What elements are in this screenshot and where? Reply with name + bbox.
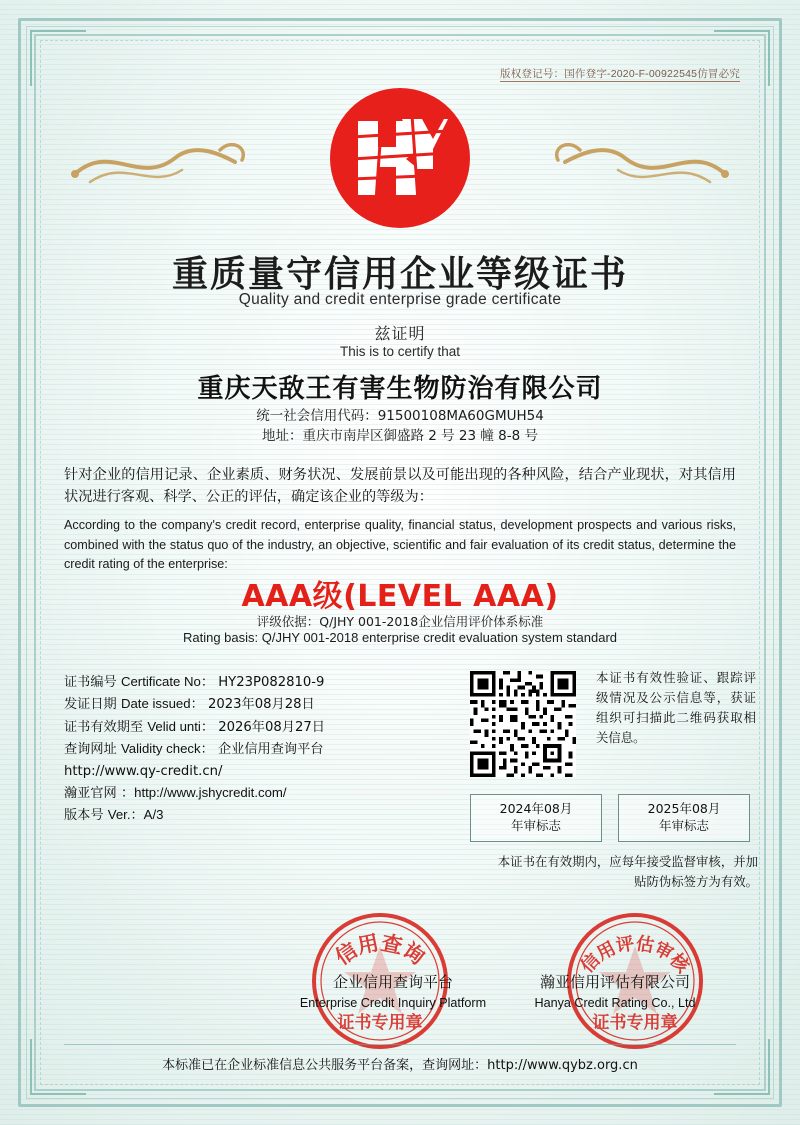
- logo-circle-icon: [330, 88, 470, 228]
- logo: [50, 88, 750, 228]
- validity-check-url[interactable]: http://www.qy-credit.cn/: [64, 763, 223, 779]
- annual-mark-2024: [470, 794, 602, 842]
- qr-note: 本证书有效性验证、跟踪评级情况及公示信息等，获证组织可扫描此二维码获取相关信息。: [596, 670, 756, 745]
- detail-label-zh: 发证日期: [64, 697, 117, 713]
- footer-divider: [64, 1044, 736, 1045]
- detail-label-zh: 证书有效期至: [64, 719, 144, 735]
- detail-row: [64, 716, 424, 738]
- issuer-left: [278, 971, 508, 1012]
- company-name: 重庆天敌王有害生物防治有限公司: [197, 374, 603, 404]
- copyright-text: 版权登记号：国作登字-2020-F-00922545仿冒必究: [500, 68, 740, 80]
- svg-text:证书专用章: 证书专用章: [592, 1013, 678, 1033]
- detail-row: [64, 671, 424, 693]
- annual-mark-label: 年审标志: [658, 818, 709, 833]
- issuer-left-name-zh: 企业信用查询平台: [332, 973, 453, 991]
- detail-label-zh: 证书编号: [64, 675, 117, 690]
- evaluation-paragraph-en: According to the company's credit record, enterprise quality, financial status, development prospects and various risks, combined with the status quo of the industry, an objective, scientific and fair evaluation of its credit status, determine the credit rating of the enterprise:: [64, 518, 736, 572]
- svg-text:信用评估审核: 信用评估审核: [576, 933, 694, 978]
- detail-label-zh: 查询网址: [64, 742, 117, 758]
- detail-value: 2026年08月27日: [218, 719, 325, 735]
- issuer-right: [500, 971, 730, 1012]
- version-label-zh: 版本号: [64, 808, 104, 824]
- certify-label-zh: 兹证明: [374, 324, 426, 343]
- version-value: Ver.：A/3: [107, 807, 164, 823]
- annual-mark-year: 2025年08月: [647, 801, 721, 817]
- credit-level: AAA级(LEVEL AAA): [241, 579, 559, 614]
- detail-label-en: Validity check：: [120, 741, 214, 757]
- page-title-zh: 重质量守信用企业等级证书: [171, 254, 628, 295]
- hy-monogram-icon: [352, 115, 448, 201]
- issuer-right-name-en: Hanya Credit Rating Co., Ltd: [534, 995, 696, 1010]
- issuer-right-name-zh: 瀚亚信用评估有限公司: [539, 973, 690, 991]
- detail-value: 企业信用查询平台: [218, 742, 324, 758]
- detail-row: [64, 738, 424, 760]
- annual-mark-2025: [618, 794, 750, 842]
- svg-text:信用查询: 信用查询: [330, 930, 430, 970]
- annual-review-marks: [470, 794, 758, 842]
- rating-basis-en: Rating basis: Q/JHY 001-2018 enterprise credit evaluation system standard: [182, 630, 618, 645]
- rating-basis-zh: 评级依据：Q/JHY 001-2018企业信用评价体系标准: [256, 614, 544, 629]
- detail-row-official-site: [64, 782, 424, 804]
- detail-value: HY23P082810-9: [218, 675, 325, 690]
- page-title-en: Quality and credit enterprise grade certificate: [238, 291, 562, 308]
- annual-mark-year: 2024年08月: [499, 801, 573, 817]
- unified-social-credit-code: 统一社会信用代码：91500108MA60GMUH54: [256, 408, 544, 424]
- official-site-url[interactable]: ：http://www.jshycredit.com/: [120, 784, 287, 800]
- qr-code[interactable]: [470, 671, 576, 777]
- detail-label-en: Date issued：: [120, 696, 204, 712]
- evaluation-paragraph-zh: 针对企业的信用记录、企业素质、财务状况、发展前景以及可能出现的各种风险，结合产业现状，对其信用状况进行客观、科学、公正的评估，确定该企业的等级为：: [64, 467, 736, 505]
- detail-row: [64, 693, 424, 715]
- footer-note: 本标准已在企业标准信息公共服务平台备案，查询网址：http://www.qybz.org.cn: [162, 1058, 638, 1073]
- detail-label-en: Certificate No：: [120, 674, 215, 689]
- certify-label-en: This is to certify that: [339, 344, 461, 359]
- detail-row-version: [64, 804, 424, 826]
- detail-row-url: [64, 761, 424, 782]
- annual-mark-label: 年审标志: [510, 818, 561, 833]
- detail-label-en: Velid unti：: [147, 718, 215, 734]
- certificate-details: [64, 671, 424, 827]
- company-address: 地址：重庆市南岸区御盛路 2 号 23 幢 8-8 号: [261, 428, 539, 444]
- copyright-notice: [500, 66, 740, 81]
- svg-text:证书专用章: 证书专用章: [337, 1013, 423, 1033]
- qr-code-icon: [470, 671, 576, 777]
- detail-value: 2023年08月28日: [207, 697, 315, 713]
- official-site-label: 瀚亚官网: [64, 785, 117, 801]
- annual-review-note: 本证书在有效期内，应每年接受监督审核，并加贴防伪标签方为有效。: [497, 854, 758, 890]
- issuer-left-name-en: Enterprise Credit Inquiry Platform: [299, 995, 487, 1010]
